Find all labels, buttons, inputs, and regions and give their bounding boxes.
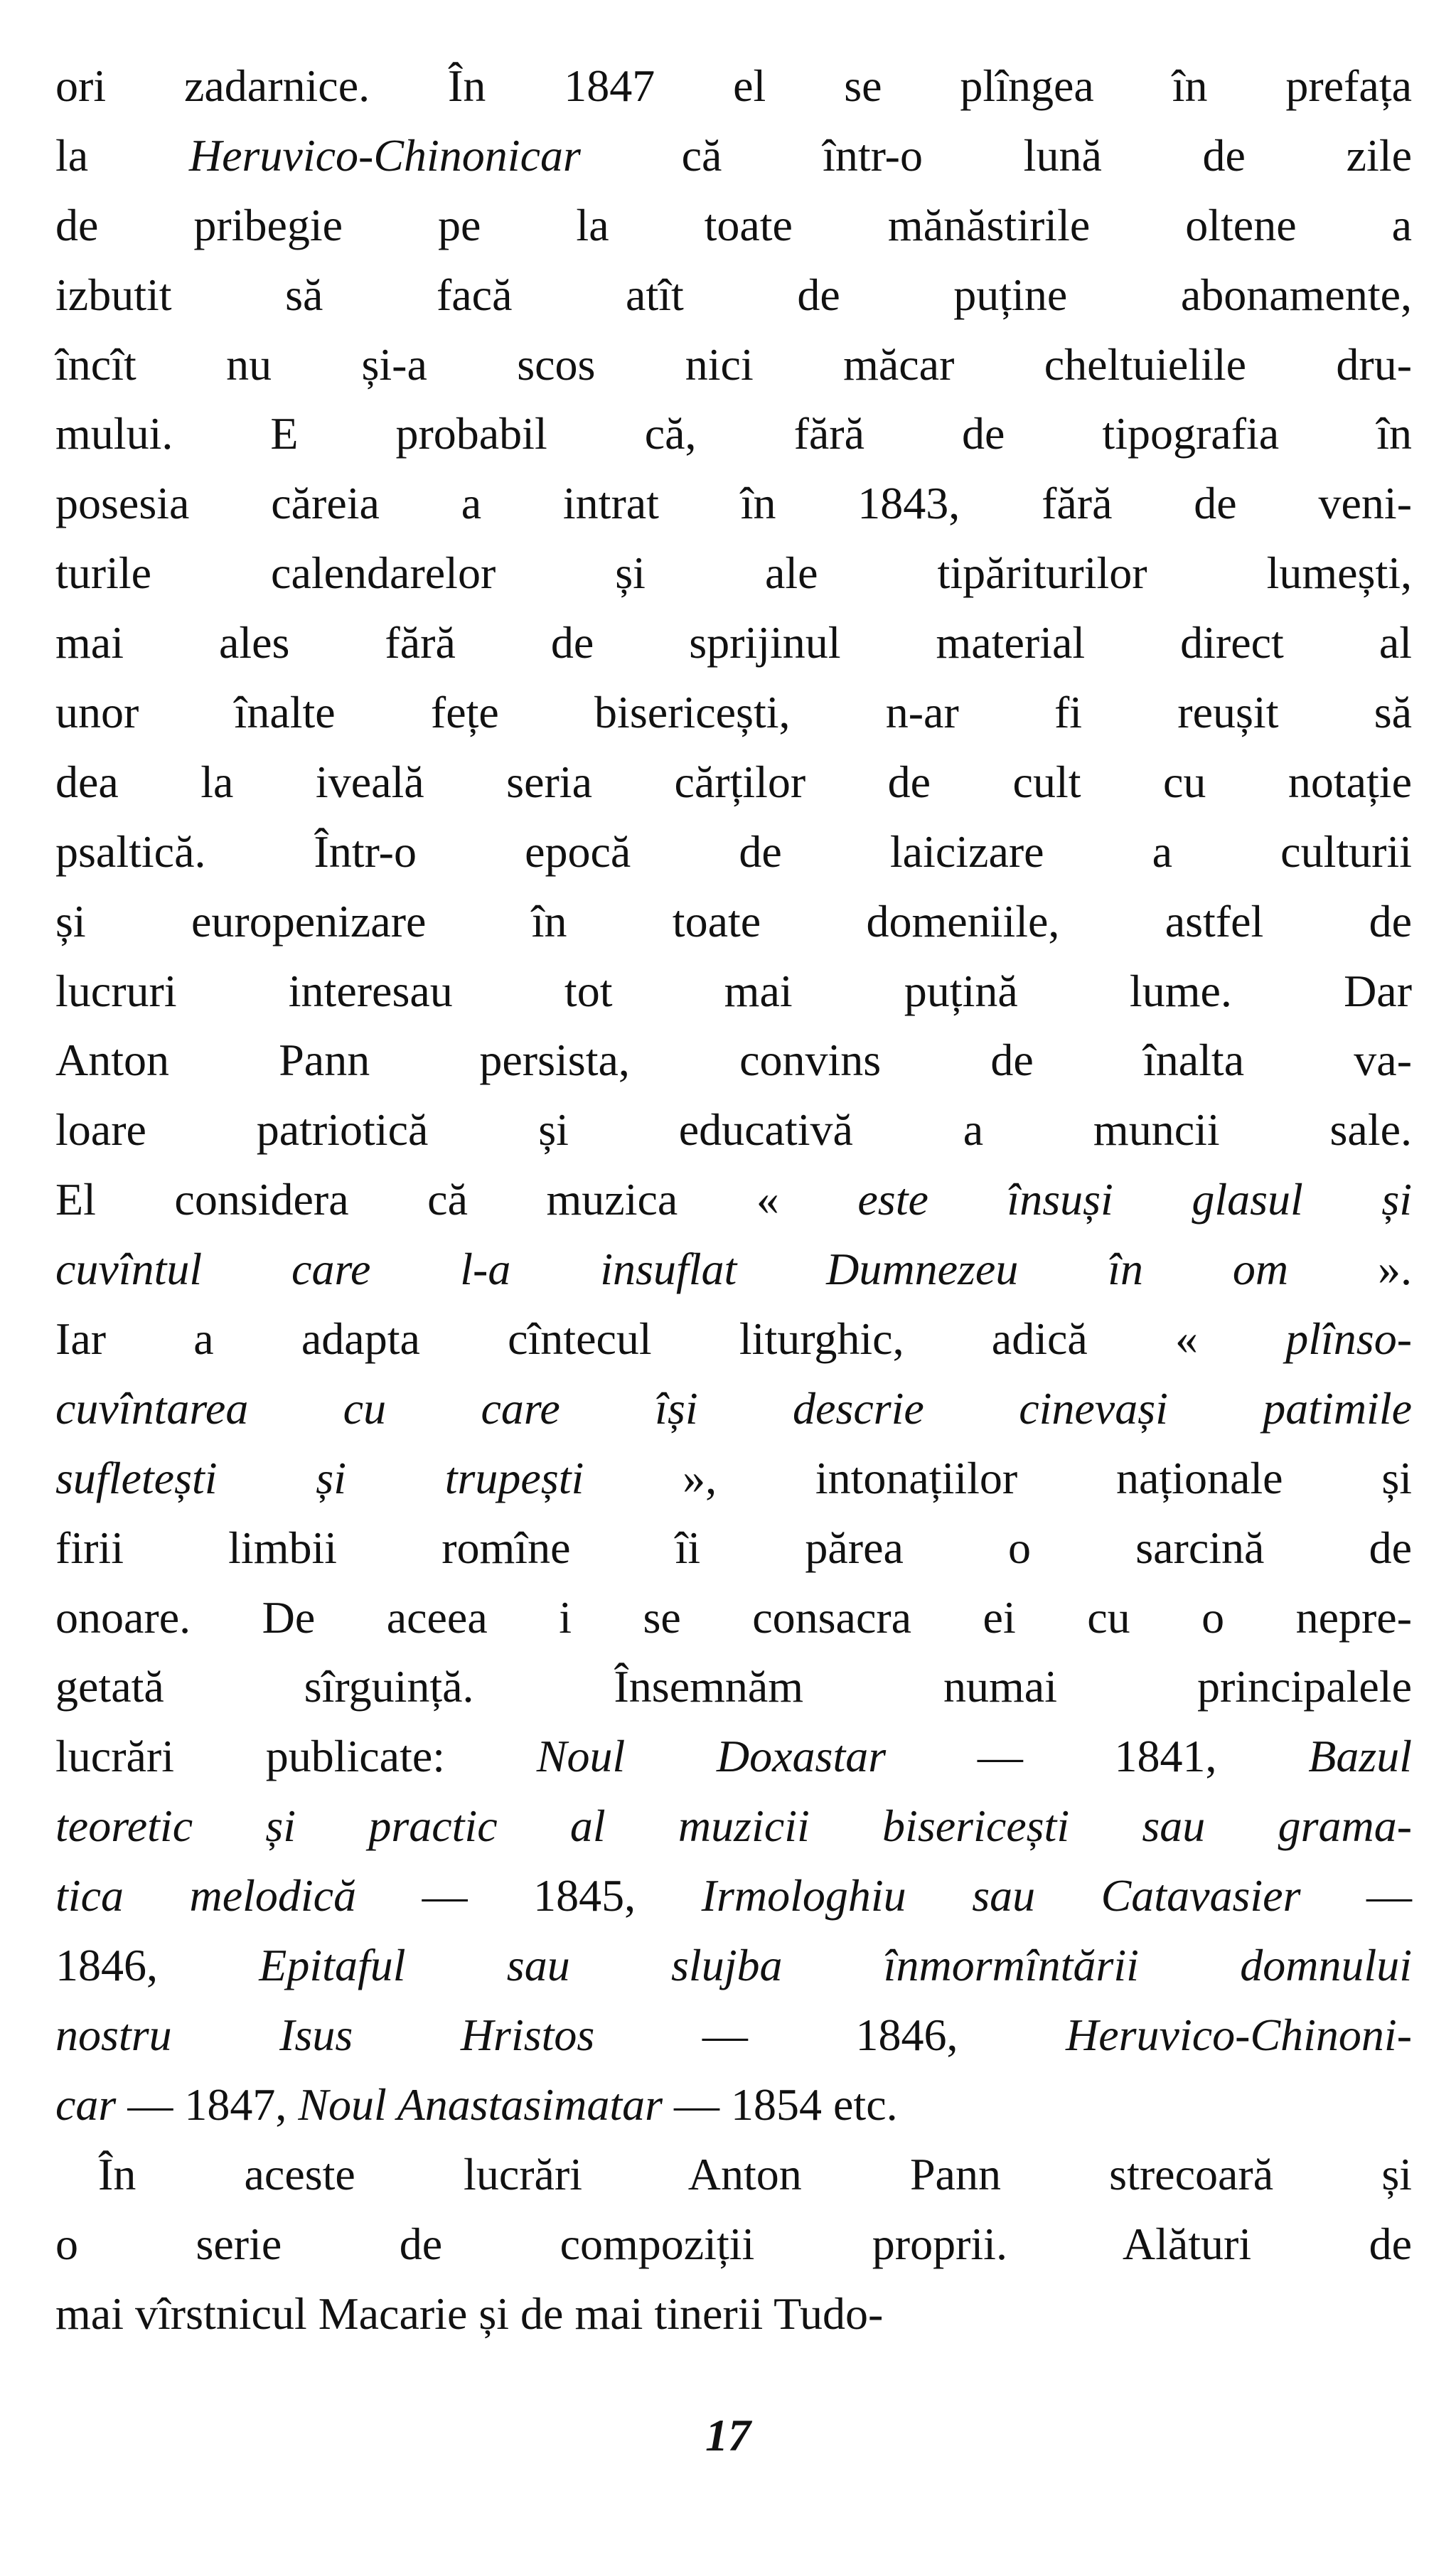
italic-text: Bazul bbox=[1308, 1731, 1413, 1782]
text-line bbox=[55, 1095, 1412, 1165]
text-line bbox=[55, 1652, 1412, 1722]
text-segment: firii limbii romîne îi părea o sarcină de bbox=[55, 1522, 1412, 1573]
text-line bbox=[55, 330, 1412, 400]
text-line bbox=[55, 399, 1412, 469]
text-segment: getată sîrguință. Însemnăm numai principalele bbox=[55, 1661, 1412, 1712]
text-segment: izbutit să facă atît de puține abonamente, bbox=[55, 269, 1412, 320]
text-line bbox=[55, 2000, 1412, 2070]
text-segment: de pribegie pe la toate mănăstirile oltene a bbox=[55, 199, 1412, 250]
italic-text: cuvîntul care l-a insuflat Dumnezeu în om bbox=[55, 1244, 1289, 1295]
italic-text: tica melodică bbox=[55, 1870, 357, 1921]
italic-text: plînso- bbox=[1285, 1313, 1412, 1365]
text-segment: o serie de compoziții proprii. Alături de bbox=[55, 2218, 1412, 2269]
text-segment: — bbox=[1300, 1870, 1413, 1921]
text-segment: — 1846, bbox=[594, 2009, 1066, 2060]
page-number: 17 bbox=[705, 2410, 751, 2460]
text-line bbox=[55, 1234, 1412, 1304]
text-segment: turile calendarelor și ale tipăriturilor lumești, bbox=[55, 548, 1412, 599]
text-line bbox=[55, 817, 1412, 887]
text-line bbox=[55, 1931, 1412, 2000]
text-line bbox=[55, 260, 1412, 330]
italic-text: Heruvico-Chinoni- bbox=[1066, 2009, 1413, 2060]
text-line bbox=[55, 51, 1412, 121]
body-text bbox=[55, 51, 1412, 2348]
text-segment: ori zadarnice. În 1847 el se plîngea în prefața bbox=[55, 60, 1412, 111]
text-segment: unor înalte fețe bisericești, n-ar fi reușit să bbox=[55, 687, 1412, 738]
text-segment: lucruri interesau tot mai puțină lume. Dar bbox=[55, 965, 1412, 1016]
text-line bbox=[55, 608, 1412, 678]
text-line bbox=[55, 887, 1412, 956]
text-line bbox=[55, 1722, 1412, 1791]
text-segment: — 1854 etc. bbox=[663, 2079, 898, 2130]
text-segment: — 1841, bbox=[886, 1731, 1309, 1782]
text-segment: În aceste lucrări Anton Pann strecoară și bbox=[98, 2148, 1412, 2199]
text-segment: El considera că muzica « bbox=[55, 1174, 858, 1225]
text-segment: ». bbox=[1288, 1244, 1413, 1295]
text-line bbox=[55, 2279, 1412, 2349]
text-segment: posesia căreia a intrat în 1843, fără de veni- bbox=[55, 478, 1412, 529]
text-segment: la bbox=[55, 129, 189, 181]
italic-text: Noul Doxastar bbox=[536, 1731, 887, 1782]
italic-text: cuvîntarea cu care își descrie cinevași patimile bbox=[55, 1382, 1412, 1434]
text-line bbox=[55, 1513, 1412, 1583]
text-segment: 1846, bbox=[55, 1940, 259, 1991]
italic-text: sufletești și trupești bbox=[55, 1452, 584, 1503]
text-line bbox=[55, 956, 1412, 1026]
italic-text: Epitaful sau slujba înmormîntării domnului bbox=[259, 1940, 1413, 1991]
text-line bbox=[55, 1374, 1412, 1444]
text-line bbox=[55, 2070, 1412, 2140]
text-segment: dea la iveală seria cărților de cult cu notație bbox=[55, 756, 1412, 807]
text-segment: că într-o lună de zile bbox=[580, 129, 1412, 181]
text-segment: Anton Pann persista, convins de înalta va- bbox=[55, 1035, 1412, 1086]
text-line bbox=[55, 1304, 1412, 1374]
text-segment: », intonațiilor naționale și bbox=[584, 1452, 1413, 1503]
text-segment: lucrări publicate: bbox=[55, 1731, 537, 1782]
text-segment: mai vîrstnicul Macarie și de mai tinerii Tudo- bbox=[55, 2288, 884, 2339]
italic-text: este însuși glasul și bbox=[857, 1174, 1413, 1225]
text-line bbox=[55, 678, 1412, 747]
text-segment: loare patriotică și educativă a muncii sale. bbox=[55, 1104, 1412, 1156]
text-line bbox=[55, 2140, 1412, 2209]
text-segment: onoare. De aceea i se consacra ei cu o nepre- bbox=[55, 1591, 1412, 1643]
italic-text: Noul Anastasimatar bbox=[298, 2079, 663, 2130]
text-segment: mai ales fără de sprijinul material direct al bbox=[55, 617, 1412, 668]
text-segment: și europenizare în toate domeniile, astfel de bbox=[55, 895, 1412, 946]
italic-text: Irmologhiu sau Catavasier bbox=[701, 1870, 1301, 1921]
text-line bbox=[55, 747, 1412, 817]
italic-text: car bbox=[55, 2079, 117, 2130]
italic-text: nostru Isus Hristos bbox=[55, 2009, 595, 2060]
text-line bbox=[55, 1791, 1412, 1861]
text-segment: psaltică. Într-o epocă de laicizare a culturii bbox=[55, 826, 1412, 877]
text-line bbox=[55, 2209, 1412, 2279]
text-segment: mului. E probabil că, fără de tipografia în bbox=[55, 408, 1412, 459]
text-line bbox=[55, 1861, 1412, 1931]
text-segment: — 1845, bbox=[356, 1870, 702, 1921]
text-line bbox=[55, 1025, 1412, 1095]
text-line bbox=[55, 1583, 1412, 1653]
text-line bbox=[55, 538, 1412, 608]
text-segment: Iar a adapta cîntecul liturghic, adică « bbox=[55, 1313, 1286, 1365]
italic-text: Heruvico-Chinonicar bbox=[188, 129, 581, 181]
text-line bbox=[55, 191, 1412, 260]
italic-text: teoretic și practic al muzicii bisericești sau grama- bbox=[55, 1801, 1412, 1852]
text-segment: încît nu și-a scos nici măcar cheltuielile dru- bbox=[55, 338, 1412, 390]
text-line bbox=[55, 121, 1412, 191]
text-line bbox=[55, 469, 1412, 538]
text-line bbox=[55, 1444, 1412, 1513]
text-line bbox=[55, 1165, 1412, 1234]
text-segment: — 1847, bbox=[116, 2079, 299, 2130]
